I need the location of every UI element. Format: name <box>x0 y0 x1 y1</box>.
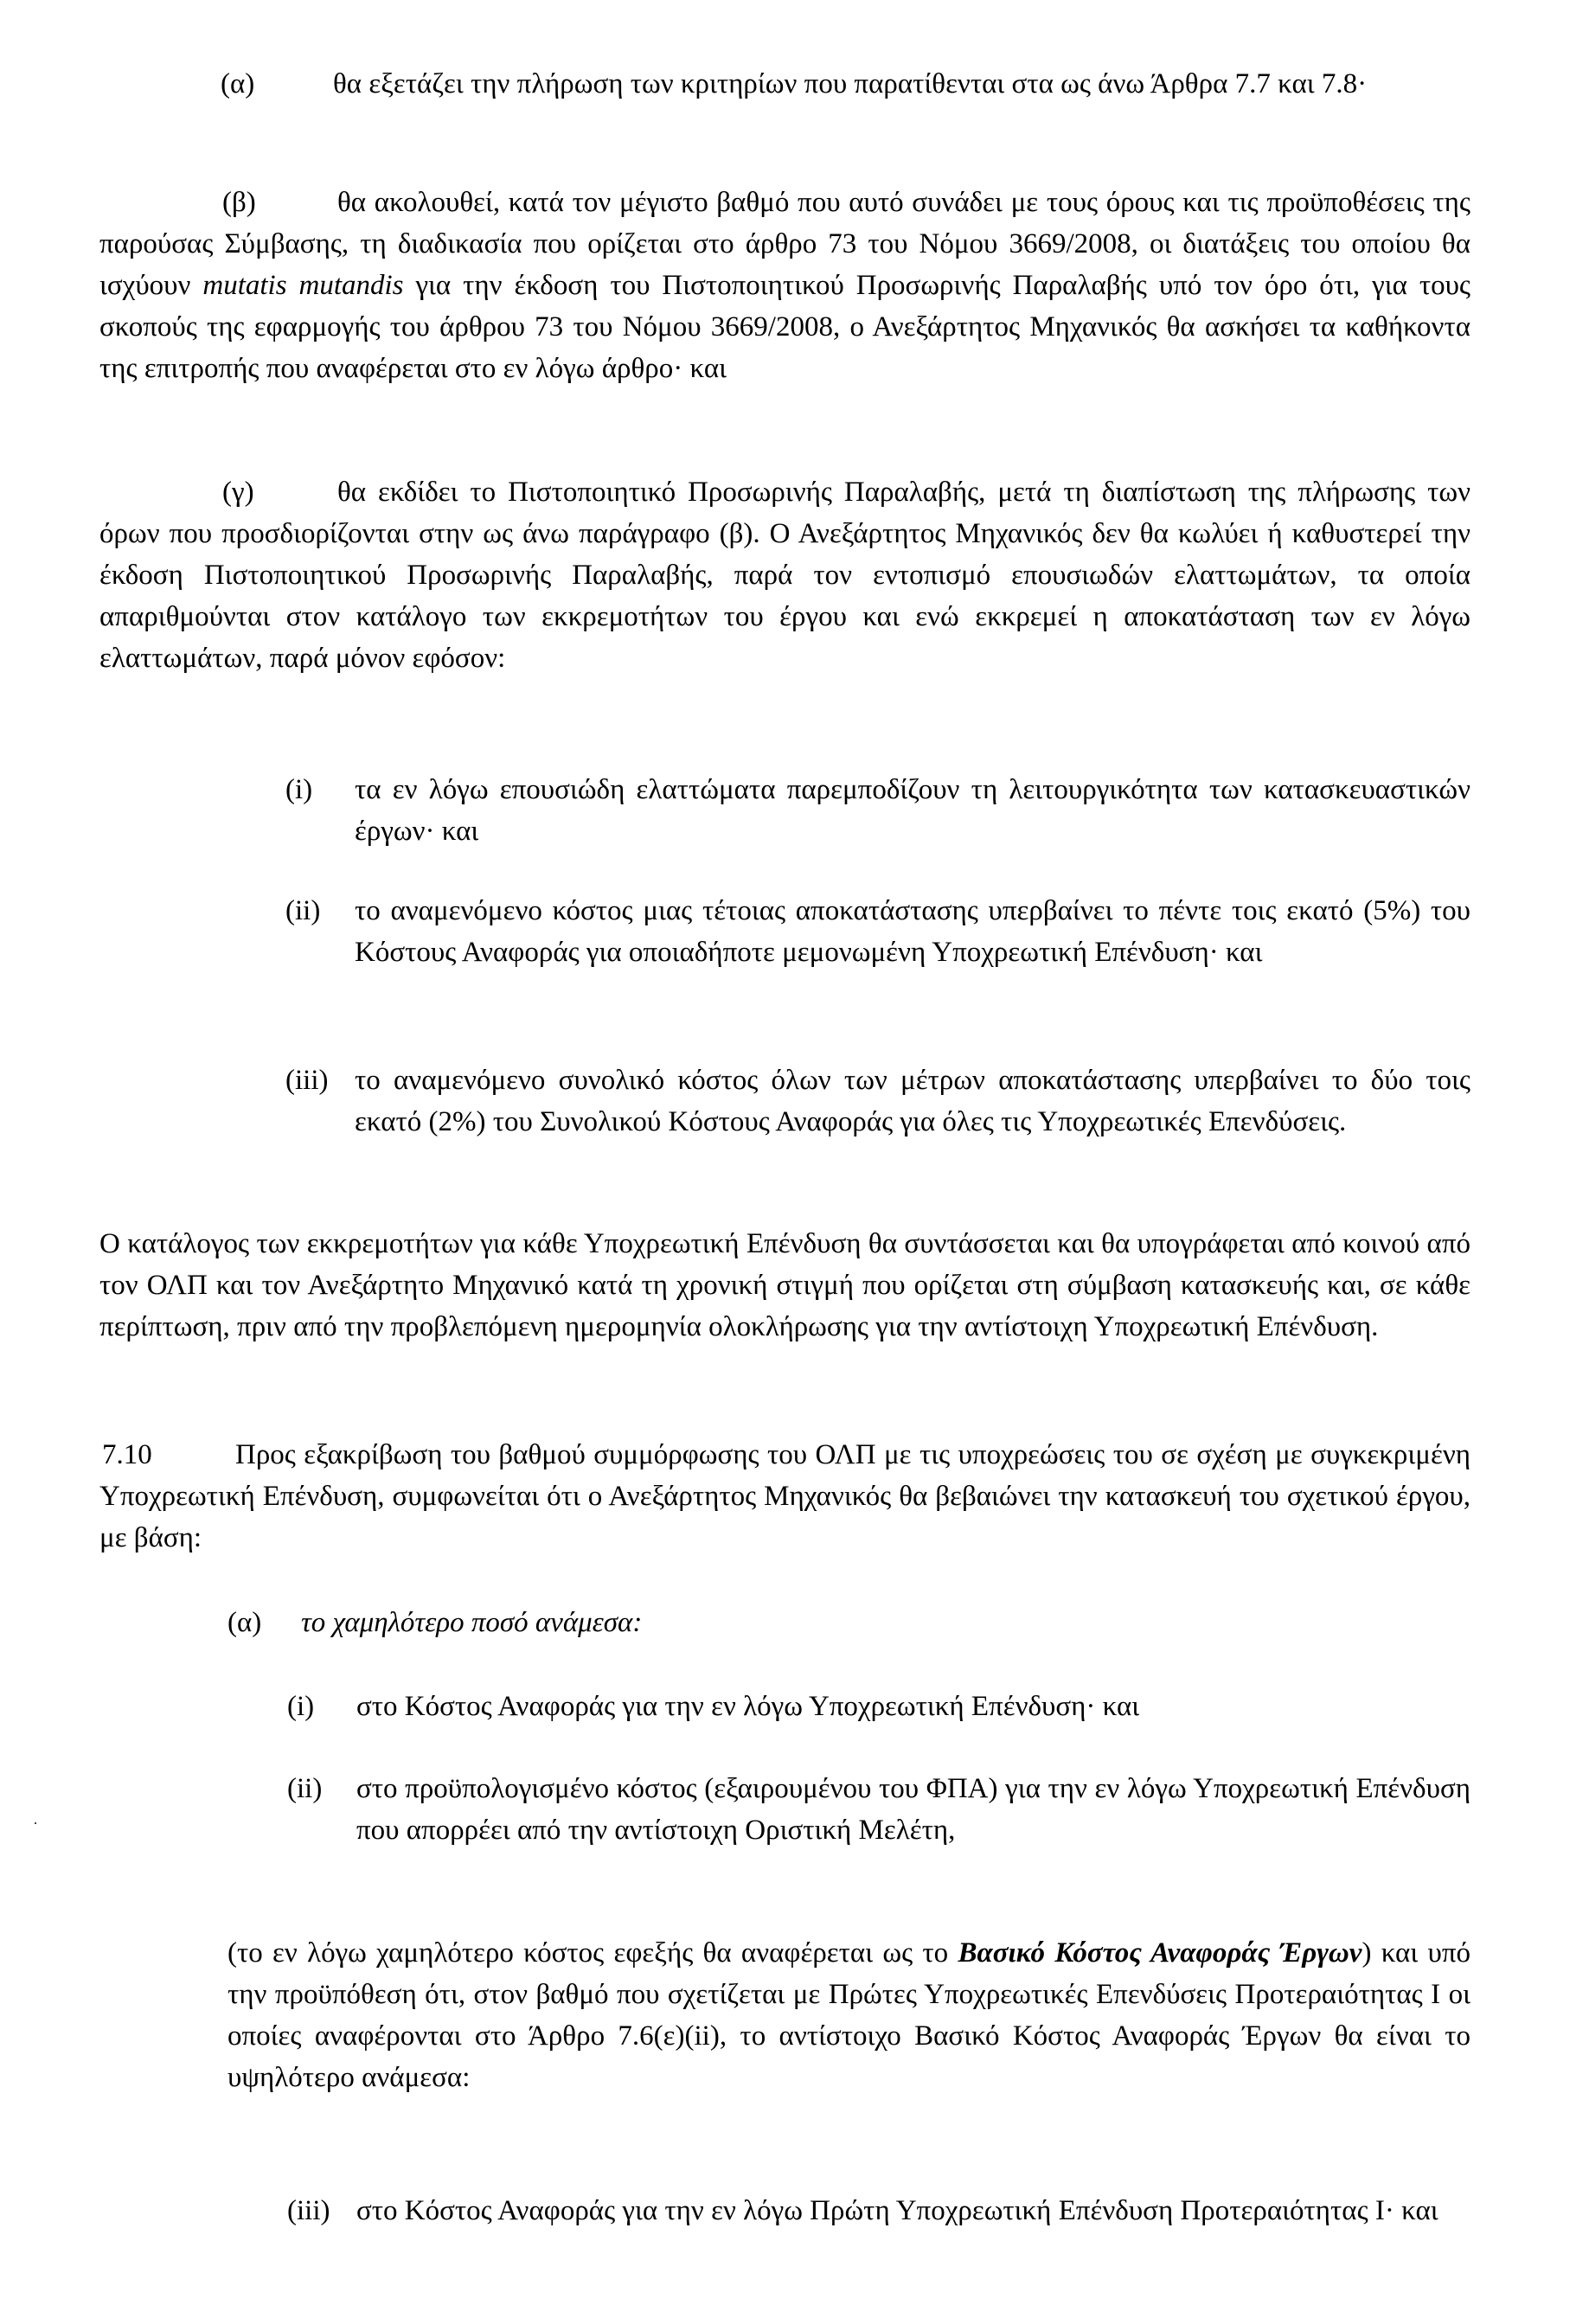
clause-label: (β) <box>222 187 256 218</box>
subclause-label: (i) <box>285 774 313 805</box>
clause-b-top <box>99 182 1470 389</box>
subclause-iii <box>285 1060 1470 1143</box>
latin-phrase: mutatis mutandis <box>202 270 404 301</box>
section-7-10 <box>99 1434 1470 1559</box>
subclause-i <box>285 769 1470 852</box>
subclause-ii <box>285 890 1470 973</box>
clause-text-cont: για την έκδοση του Πιστοποιητικού Προσωρινής Παραλαβής υπό τον όρο ότι, για τους σκοπούς της εφαρμογής του άρθρου 73 του Νόμου 3669/2008, ο Ανεξάρτητος Μηχανικός θα ασκήσει τα καθήκοντα της επιτροπής που αναφέρεται στο εν λόγω άρθρο· και <box>99 270 1470 384</box>
section-number: 7.10 <box>102 1439 152 1470</box>
scan-speck <box>35 1822 36 1824</box>
clause-a-lower <box>99 1602 1470 1643</box>
subclause-label: (ii) <box>285 895 321 926</box>
defined-term: Βασικό Κόστος Αναφοράς Έργων <box>958 1937 1362 1969</box>
clause-label: (γ) <box>222 477 254 508</box>
punch-list-paragraph <box>99 1223 1470 1348</box>
clause-text: το χαμηλότερο ποσό ανάμεσα: <box>301 1607 643 1638</box>
subclause-label: (iii) <box>287 2195 330 2226</box>
subclause-text: στο προϋπολογισμένο κόστος (εξαιρουμένου του ΦΠΑ) για την εν λόγω Υποχρεωτική Επένδυση που απορρέει από την αντίστοιχη Οριστική Μελέτη, <box>356 1773 1470 1846</box>
paragraph-text: Ο κατάλογος των εκκρεμοτήτων για κάθε Υποχρεωτική Επένδυση θα συντάσσεται και θα υπογράφεται από κοινού από τον ΟΛΠ και τον Ανεξάρτητο Μηχανικό κατά τη χρονική στιγμή που ορίζεται στη σύμβαση κατασκευής και, σε κάθε περίπτωση, πριν από την προβλεπόμενη ημερομηνία ολοκλήρωσης για την αντίστοιχη Υποχρεωτική Επένδυση. <box>99 1228 1470 1342</box>
clause-label: (α) <box>221 68 255 99</box>
subclause-label: (i) <box>287 1691 315 1722</box>
clause-label: (α) <box>227 1607 262 1638</box>
clause-c-top <box>99 471 1470 679</box>
subclause-lower-i <box>287 1686 1470 1727</box>
section-text: Προς εξακρίβωση του βαθμού συμμόρφωσης του ΟΛΠ με τις υποχρεώσεις του σε σχέση με συγκεκριμένη Υποχρεωτική Επένδυση, συμφωνείται ότι ο Ανεξάρτητος Μηχανικός θα βεβαιώνει την κατασκευή του σχετικού έργου, με βάση: <box>99 1439 1470 1553</box>
subclause-text: στο Κόστος Αναφοράς για την εν λόγω Πρώτη Υποχρεωτική Επένδυση Προτεραιότητας Ι· και <box>356 2195 1438 2226</box>
subclause-label: (ii) <box>287 1773 323 1804</box>
clause-text: θα ακολουθεί, κατά τον μέγιστο βαθμό που αυτό συνάδει με τους όρους και τις προϋποθέσεις της παρούσας Σύμβασης, τη διαδικασία που ορίζεται στο άρθρο 73 του Νόμου 3669/2008, οι διατάξεις του οποίου θα ισχύουν <box>99 187 1470 301</box>
subclause-text: το αναμενόμενο συνολικό κόστος όλων των μέτρων αποκατάστασης υπερβαίνει το δύο τοις εκατό (2%) του Συνολικού Κόστους Αναφοράς για όλες τις Υποχρεωτικές Επενδύσεις. <box>355 1065 1470 1137</box>
clause-text: θα εξετάζει την πλήρωση των κριτηρίων που παρατίθενται στα ως άνω Άρθρα 7.7 και 7.8· <box>333 68 1368 99</box>
clause-text: θα εκδίδει το Πιστοποιητικό Προσωρινής Παραλαβής, μετά τη διαπίστωση της πλήρωσης των όρων που προσδιορίζονται στην ως άνω παράγραφο (β). Ο Ανεξάρτητος Μηχανικός δεν θα κωλύει ή καθυστερεί την έκδοση Πιστοποιητικού Προσωρινής Παραλαβής, παρά τον εντοπισμό επουσιωδών ελαττωμάτων, τα οποία απαριθμούνται στον κατάλογο των εκκρεμοτήτων του έργου και ενώ εκκρεμεί η αποκατάσταση των εν λόγω ελαττωμάτων, παρά μόνον εφόσον: <box>99 477 1470 674</box>
subclause-text: τα εν λόγω επουσιώδη ελαττώματα παρεμποδίζουν τη λειτουργικότητα των κατασκευαστικών έργων· και <box>355 774 1470 847</box>
paragraph-text: (το εν λόγω χαμηλότερο κόστος εφεξής θα αναφέρεται ως το <box>227 1937 958 1969</box>
basic-cost-paragraph <box>227 1932 1470 2098</box>
subclause-lower-iii <box>287 2190 1470 2231</box>
subclause-text: το αναμενόμενο κόστος μιας τέτοιας αποκατάστασης υπερβαίνει το πέντε τοις εκατό (5%) του Κόστους Αναφοράς για οποιαδήποτε μεμονωμένη Υποχρεωτική Επένδυση· και <box>355 895 1470 968</box>
clause-a-top <box>99 63 1470 105</box>
subclause-lower-ii <box>287 1768 1470 1851</box>
subclause-label: (iii) <box>285 1065 329 1096</box>
subclause-text: στο Κόστος Αναφοράς για την εν λόγω Υποχρεωτική Επένδυση· και <box>356 1691 1140 1722</box>
paragraph-text-cont: ) και υπό την προϋπόθεση ότι, στον βαθμό που σχετίζεται με Πρώτες Υποχρεωτικές Επενδύσεις Προτεραιότητας Ι οι οποίες αναφέρονται στο Άρθρο 7.6(ε)(ii), το αντίστοιχο Βασικό Κόστος Αναφοράς Έργων θα είναι το υψηλότερο ανάμεσα: <box>227 1937 1470 2093</box>
